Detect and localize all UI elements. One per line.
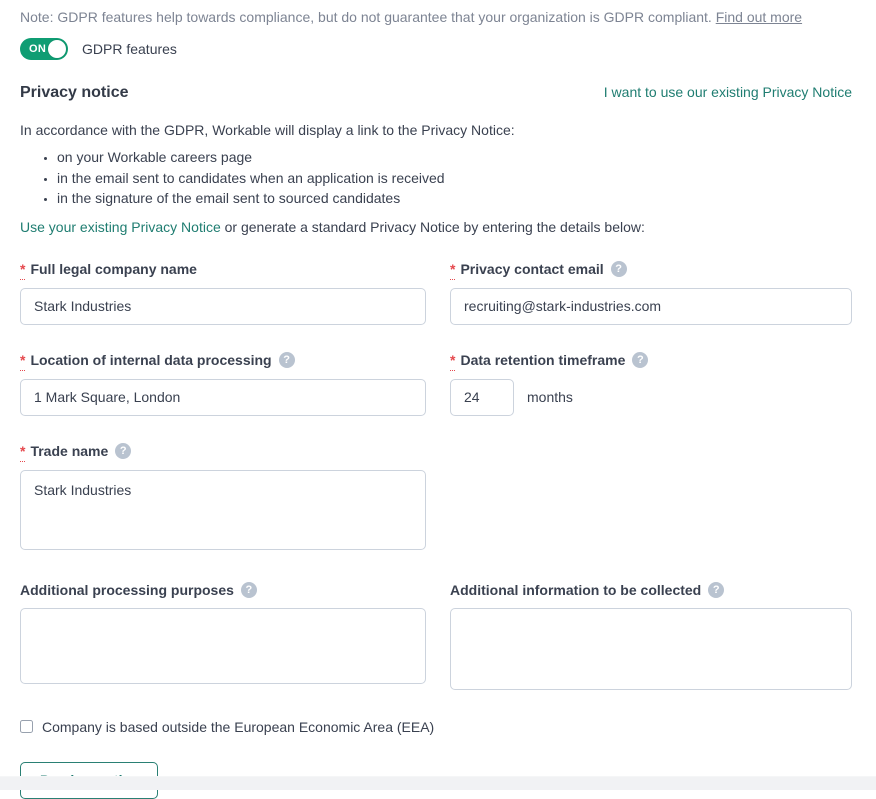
- help-icon[interactable]: ?: [708, 582, 724, 598]
- help-icon[interactable]: ?: [241, 582, 257, 598]
- location-of-internal-data-processing-field: [20, 350, 426, 416]
- field-label-text: Trade name: [30, 443, 109, 459]
- form-row-trade-name: [20, 441, 852, 555]
- required-asterisk: *: [20, 259, 25, 280]
- privacy-notice-locations-list: [20, 147, 852, 209]
- bottom-divider: [0, 776, 876, 790]
- field-label-text: Additional information to be collected: [450, 581, 702, 598]
- field-label-text: Data retention timeframe: [460, 352, 626, 368]
- data-retention-timeframe-input[interactable]: [450, 379, 514, 416]
- data-retention-timeframe-label: [450, 350, 852, 371]
- additional-information-field: [450, 580, 852, 695]
- field-label-text: Privacy contact email: [460, 261, 604, 277]
- full-legal-company-name-input[interactable]: [20, 288, 426, 325]
- help-icon[interactable]: ?: [611, 261, 627, 277]
- generate-notice-text: or generate a standard Privacy Notice by entering the details below:: [220, 218, 645, 235]
- privacy-contact-email-field: [450, 259, 852, 325]
- help-icon[interactable]: ?: [279, 352, 295, 368]
- field-label-text: Full legal company name: [30, 261, 197, 277]
- trade-name-field: [20, 441, 426, 555]
- additional-processing-purposes-field: [20, 580, 426, 689]
- list-item: • on your Workable careers page: [57, 147, 852, 168]
- form-row-additional: [20, 580, 852, 695]
- trade-name-textarea[interactable]: [20, 470, 426, 550]
- privacy-notice-header: [20, 84, 852, 102]
- additional-processing-purposes-textarea[interactable]: [20, 608, 426, 684]
- use-existing-privacy-notice-header-link[interactable]: I want to use our existing Privacy Notice: [603, 84, 852, 100]
- eea-checkbox-label: Company is based outside the European Economic Area (EEA): [42, 718, 435, 735]
- required-asterisk: *: [20, 350, 25, 371]
- location-label: [20, 350, 426, 371]
- retention-input-group: [450, 379, 852, 416]
- full-legal-company-name-field: [20, 259, 426, 325]
- field-label-text: Location of internal data processing: [30, 352, 272, 368]
- help-icon[interactable]: ?: [115, 443, 131, 459]
- privacy-contact-email-label: [450, 259, 852, 280]
- find-out-more-link[interactable]: Find out more: [715, 9, 803, 25]
- required-asterisk: *: [450, 259, 455, 280]
- privacy-contact-email-input[interactable]: [450, 288, 852, 325]
- additional-information-textarea[interactable]: [450, 608, 852, 690]
- field-label-text: Additional processing purposes: [20, 581, 234, 598]
- eea-checkbox[interactable]: [20, 720, 33, 733]
- toggle-knob: [48, 40, 66, 58]
- page-title: Privacy notice: [20, 84, 129, 101]
- list-item: • in the signature of the email sent to sourced candidates: [57, 188, 852, 209]
- use-existing-privacy-notice-link[interactable]: Use your existing Privacy Notice: [20, 218, 221, 235]
- help-icon[interactable]: ?: [632, 352, 648, 368]
- required-asterisk: *: [20, 441, 25, 462]
- additional-processing-purposes-label: [20, 580, 426, 600]
- toggle-on-label: ON: [29, 43, 47, 55]
- form-row-location-retention: [20, 350, 852, 416]
- gdpr-note: [20, 8, 852, 27]
- form-row-company-email: [20, 259, 852, 325]
- gdpr-toggle-row: [20, 38, 852, 60]
- gdpr-features-label: GDPR features: [82, 41, 177, 57]
- gdpr-features-toggle[interactable]: [20, 38, 68, 60]
- trade-name-label: [20, 441, 426, 462]
- generate-notice-line: [20, 217, 852, 237]
- full-legal-company-name-label: [20, 259, 426, 280]
- additional-information-label: [450, 580, 852, 600]
- eea-checkbox-row: [20, 719, 852, 735]
- privacy-notice-intro: In accordance with the GDPR, Workable will display a link to the Privacy Notice:: [20, 122, 515, 138]
- location-of-internal-data-processing-input[interactable]: [20, 379, 426, 416]
- data-retention-timeframe-field: [450, 350, 852, 416]
- required-asterisk: *: [450, 350, 455, 371]
- list-item: • in the email sent to candidates when an application is received: [57, 168, 852, 189]
- months-unit-label: months: [527, 389, 573, 405]
- gdpr-note-text: Note: GDPR features help towards compliance, but do not guarantee that your organization is GDPR compliant.: [20, 9, 712, 25]
